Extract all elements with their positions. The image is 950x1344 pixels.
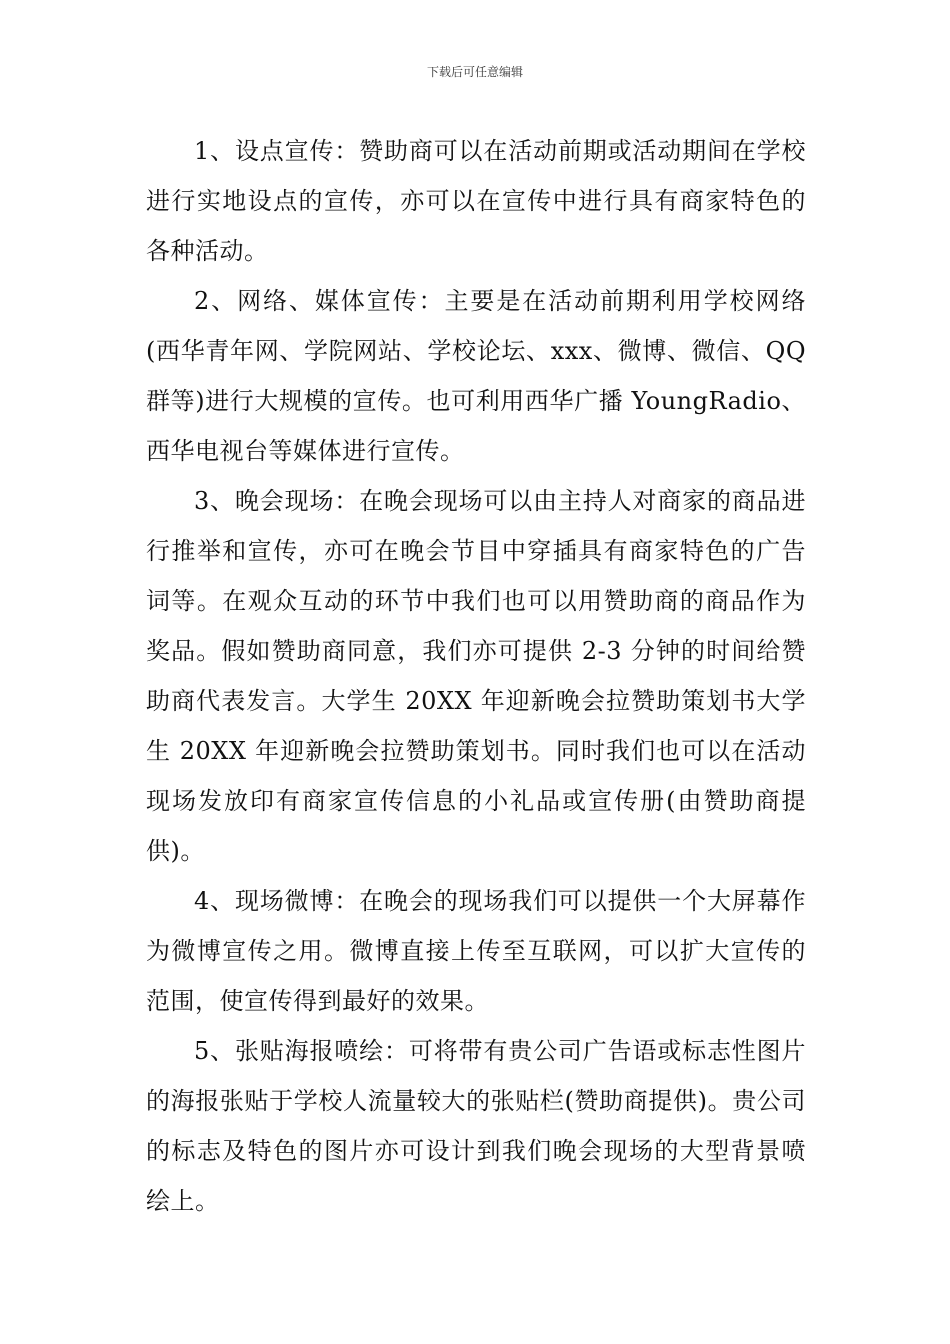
- paragraph-poster-banner: 5、张贴海报喷绘：可将带有贵公司广告语或标志性图片的海报张贴于学校人流量较大的张贴栏(赞助商提供)。贵公司的标志及特色的图片亦可设计到我们晚会现场的大型背景喷绘上。: [146, 1037, 806, 1215]
- paragraph-setup-promotion: 1、设点宣传：赞助商可以在活动前期或活动期间在学校进行实地设点的宣传，亦可以在宣传中进行具有商家特色的各种活动。: [146, 137, 806, 265]
- page-header-note: 下载后可任意编辑: [426, 65, 523, 79]
- paragraph-live-weibo: 4、现场微博：在晚会的现场我们可以提供一个大屏幕作为微博宣传之用。微博直接上传至互联网，可以扩大宣传的范围，使宣传得到最好的效果。: [146, 887, 806, 1015]
- paragraph-gala-venue: 3、晚会现场：在晚会现场可以由主持人对商家的商品进行推举和宣传，亦可在晚会节目中穿插具有商家特色的广告词等。在观众互动的环节中我们也可以用赞助商的商品作为奖品。假如赞助商同意，我们亦可提供 2-3 分钟的时间给赞助商代表发言。大学生 20XX 年迎新晚会拉赞助策划书大学生 20XX 年迎新晚会拉赞助策划书。同时我们也可以在活动现场发放印有商家宣传信息的小礼品或宣传册(由赞助商提供)。: [146, 487, 806, 865]
- document-body: [146, 126, 806, 1226]
- paragraph-network-media-promotion: 2、网络、媒体宣传：主要是在活动前期利用学校网络(西华青年网、学院网站、学校论坛、xxx、微博、微信、QQ 群等)进行大规模的宣传。也可利用西华广播 YoungRadio、西华电视台等媒体进行宣传。: [146, 287, 806, 465]
